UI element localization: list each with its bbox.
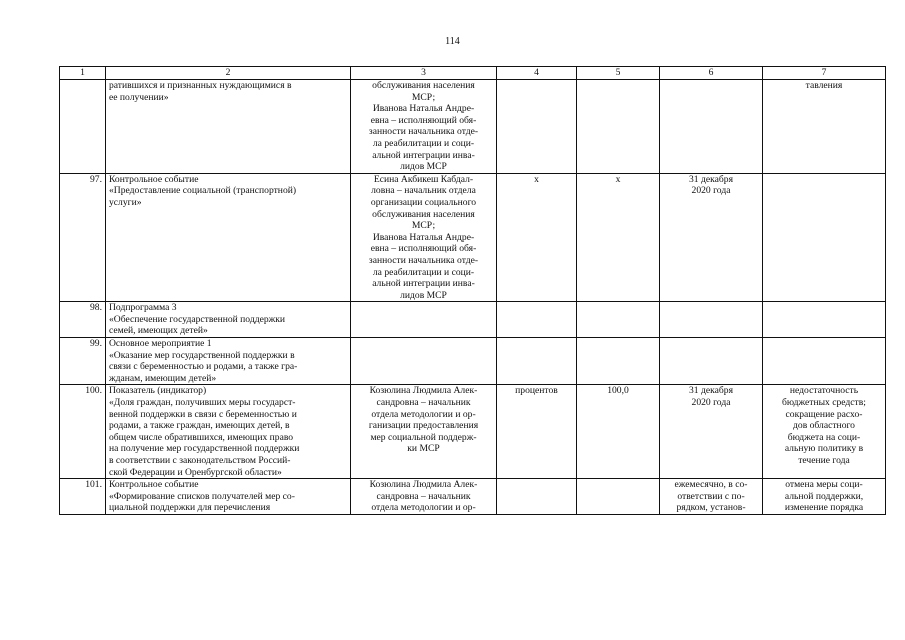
cell-text-line: альной интеграции инва-	[372, 149, 475, 161]
risk-cell	[763, 338, 886, 385]
cell-text-line: услуги»	[109, 196, 142, 208]
cell-text-line: «Обеспечение государственной поддержки	[109, 313, 286, 325]
cell-text-line: лидов МСР	[400, 161, 447, 173]
cell-text-line: МСР;	[411, 91, 436, 103]
header-cell: 2	[106, 67, 351, 80]
responsible-person-cell	[351, 302, 497, 338]
row-number-cell: 98.	[60, 302, 106, 338]
table-body	[60, 80, 886, 515]
cell-text-line: Есина Акбикеш Кабдал-	[373, 173, 474, 185]
cell-text-line: ки МСР	[407, 443, 440, 455]
row-number-cell: 101.	[60, 479, 106, 515]
deadline-cell	[660, 302, 763, 338]
table-row	[60, 338, 886, 385]
value-cell	[577, 80, 660, 174]
cell-text-line: «Оказание мер государственной поддержки в	[109, 349, 295, 361]
unit-cell	[497, 338, 577, 385]
risk-cell	[763, 385, 886, 479]
cell-text-line: ежемесячно, в со-	[674, 479, 748, 491]
table-row	[60, 479, 886, 515]
cell-text-line: организации социального	[370, 196, 477, 208]
page-number: 114	[445, 36, 460, 47]
header-cell: 4	[497, 67, 577, 80]
responsible-person-cell	[351, 385, 497, 479]
cell-text-line: Контрольное событие	[109, 173, 199, 185]
header-cell: 6	[660, 67, 763, 80]
cell-text-line: евна – исполняющий обя-	[370, 114, 477, 126]
risk-cell	[763, 479, 886, 515]
cell-text-line: в соответствии с законодательством Россий-	[109, 455, 291, 466]
cell-text-line: Козюлина Людмила Алек-	[369, 479, 478, 491]
responsible-person-cell	[351, 479, 497, 515]
cell-text-line: ла реабилитации и соци-	[372, 137, 475, 149]
cell-text-line: отмена меры соци-	[785, 479, 863, 491]
cell-text-line: занности начальника отде-	[368, 126, 479, 138]
cell-text-line: евна – исполняющий обя-	[370, 243, 477, 255]
cell-text-line: ской Федерации и Оренбургской области»	[109, 466, 282, 478]
cell-text-line: альной интеграции инва-	[372, 278, 475, 290]
cell-text-line: сокращение расхо-	[785, 408, 863, 420]
cell-text-line: «Предоставление социальной (транспортной)	[109, 185, 297, 197]
cell-text-line: 31 декабря	[689, 385, 733, 397]
deadline-cell	[660, 80, 763, 174]
cell-text-line: МСР;	[411, 220, 436, 232]
cell-text-line: сандровна – начальник	[376, 397, 471, 409]
activity-name-cell	[106, 385, 351, 479]
table-row	[60, 302, 886, 338]
cell-text-line: Подпрограмма 3	[109, 302, 177, 314]
cell-text-line: изменение порядка	[784, 502, 864, 514]
activity-name-cell	[106, 80, 351, 174]
activity-name-cell	[106, 173, 351, 302]
risk-cell	[763, 302, 886, 338]
cell-text-line: ла реабилитации и соци-	[372, 266, 475, 278]
risk-cell	[763, 80, 886, 174]
cell-text-line: дов областного	[793, 420, 855, 432]
row-number-cell	[60, 80, 106, 174]
unit-cell: процентов	[497, 385, 577, 479]
cell-text-line: Иванова Наталья Андре-	[372, 103, 475, 115]
cell-text-line: лидов МСР	[400, 289, 447, 301]
cell-text-line: связи с беременностью и родами, а также гра-	[109, 361, 298, 373]
table-row	[60, 173, 886, 302]
unit-cell	[497, 80, 577, 174]
cell-text-line: Козюлина Людмила Алек-	[369, 385, 478, 397]
header-cell: 1	[60, 67, 106, 80]
value-cell: 100,0	[577, 385, 660, 479]
unit-cell: x	[497, 173, 577, 302]
cell-text-line: альной поддержки,	[784, 490, 864, 502]
cell-text-line: ратившихся и признанных нуждающимися в	[109, 80, 292, 91]
row-number-cell: 100.	[60, 385, 106, 479]
activity-name-cell	[106, 479, 351, 515]
header-cell: 7	[763, 67, 886, 80]
deadline-cell	[660, 385, 763, 479]
cell-text-line: жданам, имеющим детей»	[109, 372, 217, 384]
cell-text-line: тавления	[805, 80, 843, 91]
cell-text-line: «Доля граждан, получивших меры государст-	[109, 397, 296, 409]
table-header-row	[60, 67, 886, 80]
cell-text-line: Контрольное событие	[109, 479, 199, 491]
activity-name-cell	[106, 338, 351, 385]
row-number-cell: 97.	[60, 173, 106, 302]
deadline-cell	[660, 479, 763, 515]
table-row	[60, 80, 886, 174]
cell-text-line: на получение мер государственной поддержки	[109, 443, 300, 455]
document-table	[59, 66, 886, 515]
cell-text-line: недостаточность	[789, 385, 859, 397]
cell-text-line: венной поддержки в связи с беременностью и	[109, 408, 297, 420]
cell-text-line: мер социальной поддерж-	[370, 431, 477, 443]
unit-cell	[497, 479, 577, 515]
cell-text-line: занности начальника отде-	[368, 254, 479, 266]
deadline-cell	[660, 338, 763, 385]
cell-text-line: обслуживания населения	[372, 208, 475, 220]
cell-text-line: отдела методологии и ор-	[371, 502, 476, 514]
cell-text-line: ответствии с по-	[677, 490, 745, 502]
cell-text-line: бюджета на соци-	[787, 431, 861, 443]
cell-text-line: бюджетных средств;	[782, 397, 866, 409]
cell-text-line: течение года	[798, 455, 850, 466]
cell-text-line: ловна – начальник отдела	[371, 185, 476, 197]
cell-text-line: ее получении»	[109, 91, 169, 103]
cell-text-line: 2020 года	[691, 185, 731, 197]
value-cell	[577, 479, 660, 515]
responsible-person-cell	[351, 173, 497, 302]
value-cell: x	[577, 173, 660, 302]
cell-text-line: семей, имеющих детей»	[109, 325, 208, 337]
cell-text-line: родами, а также граждан, имеющих детей, в	[109, 420, 290, 432]
risk-cell	[763, 173, 886, 302]
activity-name-cell	[106, 302, 351, 338]
cell-text-line: общем числе обратившихся, имеющих право	[109, 431, 294, 443]
cell-text-line: ганизации предоставления	[368, 420, 479, 432]
deadline-cell	[660, 173, 763, 302]
value-cell	[577, 338, 660, 385]
cell-text-line: 2020 года	[691, 397, 731, 409]
cell-text-line: обслуживания населения	[372, 80, 475, 91]
table-row	[60, 385, 886, 479]
cell-text-line: отдела методологии и ор-	[371, 408, 476, 420]
cell-text-line: сандровна – начальник	[376, 490, 471, 502]
value-cell	[577, 302, 660, 338]
header-cell: 3	[351, 67, 497, 80]
cell-text-line: 31 декабря	[689, 173, 733, 185]
row-number-cell: 99.	[60, 338, 106, 385]
responsible-person-cell	[351, 338, 497, 385]
responsible-person-cell	[351, 80, 497, 174]
cell-text-line: циальной поддержки для перечисления	[109, 502, 271, 514]
cell-text-line: рядком, установ-	[676, 502, 746, 514]
cell-text-line: альную политику в	[784, 443, 864, 455]
header-cell: 5	[577, 67, 660, 80]
cell-text-line: Показатель (индикатор)	[109, 385, 207, 397]
cell-text-line: «Формирование списков получателей мер со-	[109, 490, 295, 502]
unit-cell	[497, 302, 577, 338]
cell-text-line: Иванова Наталья Андре-	[372, 231, 475, 243]
cell-text-line: Основное мероприятие 1	[109, 338, 212, 350]
